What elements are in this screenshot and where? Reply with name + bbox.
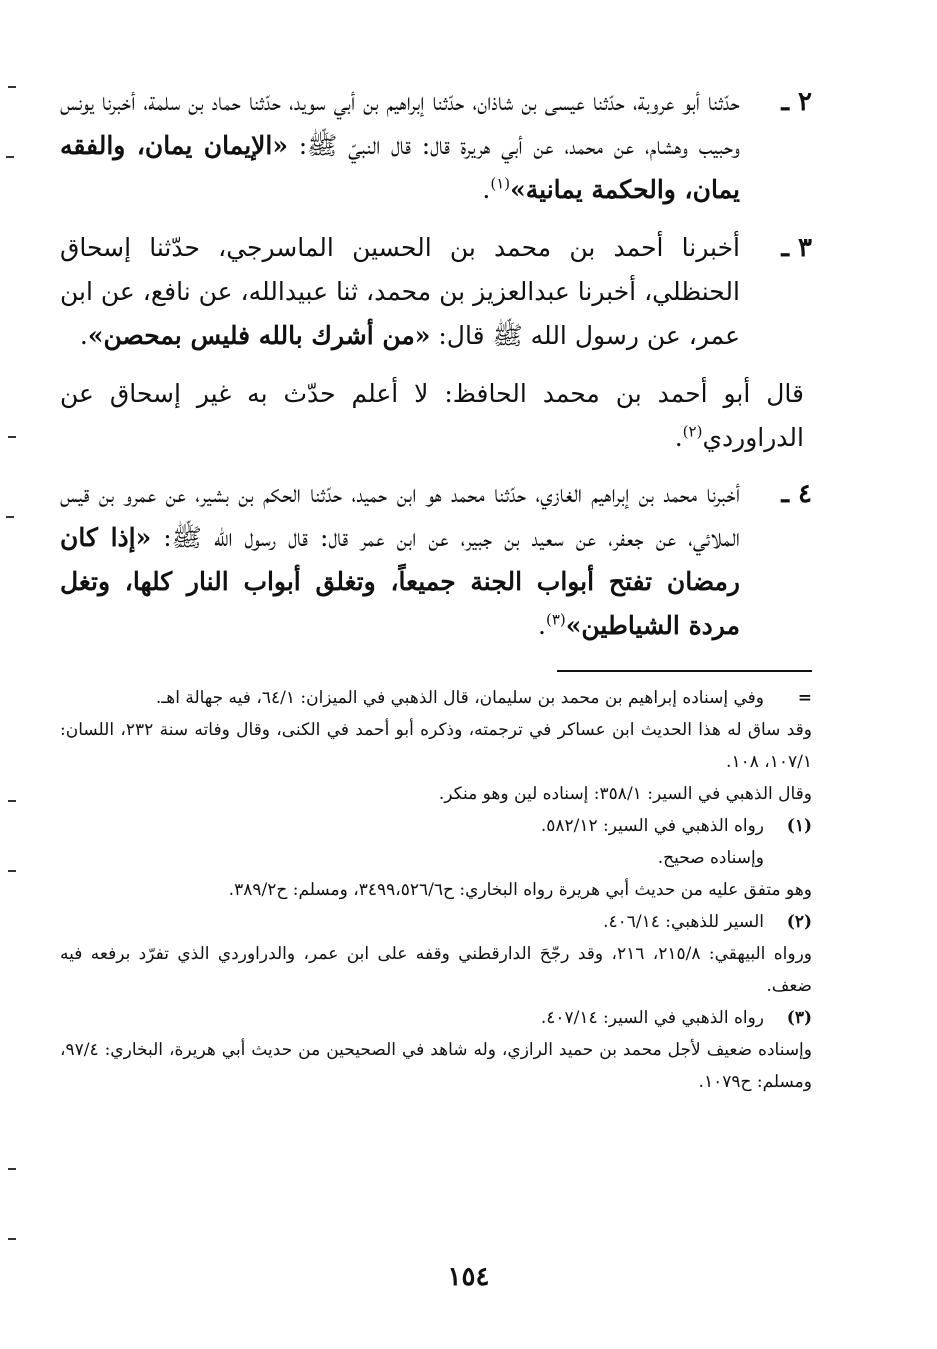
margin-mark xyxy=(8,870,16,872)
page-number: ١٥٤ xyxy=(447,1262,490,1292)
hadith-end: . xyxy=(538,611,546,640)
hadith-text xyxy=(60,80,740,212)
author-note-end: . xyxy=(674,423,683,452)
footnote-text: السير للذهبي: ٤٠٦/١٤. xyxy=(603,912,764,932)
hadith-3 xyxy=(60,226,812,358)
continuation-mark: = xyxy=(797,688,812,708)
margin-mark xyxy=(8,1238,16,1240)
footnote-text: وإسناده ضعيف لأجل محمد بن حميد الرازي، وله شاهد في الصحيحين من حديث أبي هريرة، البخاري: ٩٧/٤، ومسلم: ح١٠٧٩. xyxy=(60,1040,812,1092)
hadith-end: . xyxy=(482,175,491,204)
hadith-chain: أخبرنا محمد بن إبراهيم الغازي، حدّثنا محمد هو ابن حميد، حدّثنا الحكم بن بشير، عن عمرو بن قيس الملائي، عن جعفر، عن سعيد بن جبير، عن ابن عمر قال: قال رسول الله ﷺ: xyxy=(60,479,740,552)
footnote-continuation xyxy=(60,682,812,714)
footnote-1 xyxy=(60,810,812,842)
hadith-4 xyxy=(60,472,812,648)
hadith-matn: «الإيمان يمان، والفقه يمان، والحكمة يمانية» xyxy=(60,131,740,204)
author-note-text: قال أبو أحمد بن محمد الحافظ: لا أعلم حدّث به غير إسحاق عن الدراوردي xyxy=(60,379,804,452)
footnote-2 xyxy=(60,906,812,938)
hadith-chain: حدّثنا أبو عروبة، حدّثنا عيسى بن شاذان، حدّثنا إبراهيم بن أبي سويد، حدّثنا حماد بن سلمة، أخبرنا يونس وحبيب وهشام، عن محمد، عن أبي هريرة قال: قال النبيّ ﷺ: xyxy=(60,87,740,160)
hadith-number: ٢ ـ xyxy=(781,87,812,117)
hadith-number: ٤ ـ xyxy=(781,479,812,509)
footnote-text: وهو متفق عليه من حديث أبي هريرة رواه البخاري: ح٣٤٩٩،٥٢٦/٦، ومسلم: ح٣٨٩/٢. xyxy=(228,880,812,900)
footnote-text: ورواه البيهقي: ٢١٥/٨، ٢١٦، وقد رجّحَ الدارقطني وقفه على ابن عمر، والدراوردي الذي تفرّد برفعه فيه ضعف. xyxy=(60,944,813,996)
hadith-matn: «إذا كان رمضان تفتح أبواب الجنة جميعاً، وتغلق أبواب النار كلها، وتغل مردة الشياطين» xyxy=(60,523,740,640)
footnote-text: رواه الذهبي في السير: ٤٠٧/١٤. xyxy=(540,1008,764,1028)
footnote-number: (٣) xyxy=(786,1008,812,1028)
hadith-text xyxy=(60,472,740,648)
margin-mark xyxy=(8,436,16,438)
footnote-3 xyxy=(60,1002,812,1034)
hadith-2 xyxy=(60,80,812,212)
footnote-ref[interactable]: (٣) xyxy=(545,610,566,629)
hadith-number: ٣ ـ xyxy=(781,233,812,263)
margin-mark xyxy=(8,86,16,88)
footnote-number: (١) xyxy=(786,816,812,836)
hadith-chain: أخبرنا أحمد بن محمد بن الحسين الماسرجي، حدّثنا إسحاق الحنظلي، أخبرنا عبدالعزيز بن محمد، ثنا عبيدالله، عن نافع، عن ابن عمر، عن رسول الله ﷺ قال: xyxy=(60,233,740,350)
footnote-text: رواه الذهبي في السير: ٥٨٢/١٢. xyxy=(540,816,764,836)
footnote-ref[interactable]: (١) xyxy=(490,174,511,193)
footnote-text: وقال الذهبي في السير: ٣٥٨/١: إسناده لين وهو منكر. xyxy=(438,784,812,804)
footnote-separator xyxy=(557,670,812,672)
margin-mark xyxy=(6,516,14,518)
hadith-end: . xyxy=(79,321,88,350)
hadith-matn: «من أشرك بالله فليس بمحصن» xyxy=(87,321,431,350)
margin-mark xyxy=(8,1168,16,1170)
margin-mark xyxy=(8,800,16,802)
footnote-text: وفي إسناده إبراهيم بن محمد بن سليمان، قال الذهبي في الميزان: ٦٤/١، فيه جهالة اهـ. xyxy=(155,688,764,708)
footnote-text: وإسناده صحيح. xyxy=(657,848,764,868)
hadith-text xyxy=(60,226,740,358)
author-note xyxy=(60,372,812,460)
footnote-number: (٢) xyxy=(786,912,812,932)
page-content xyxy=(60,80,812,1098)
margin-mark xyxy=(6,156,14,158)
footnote-ref[interactable]: (٢) xyxy=(682,422,703,441)
footnote-text: وقد ساق له هذا الحديث ابن عساكر في ترجمته، وذكره أبو أحمد في الكنى، وقال وفاته سنة ٢٣٢، اللسان: ١٠٧/١، ١٠٨. xyxy=(60,720,813,772)
footnotes xyxy=(60,682,812,1098)
